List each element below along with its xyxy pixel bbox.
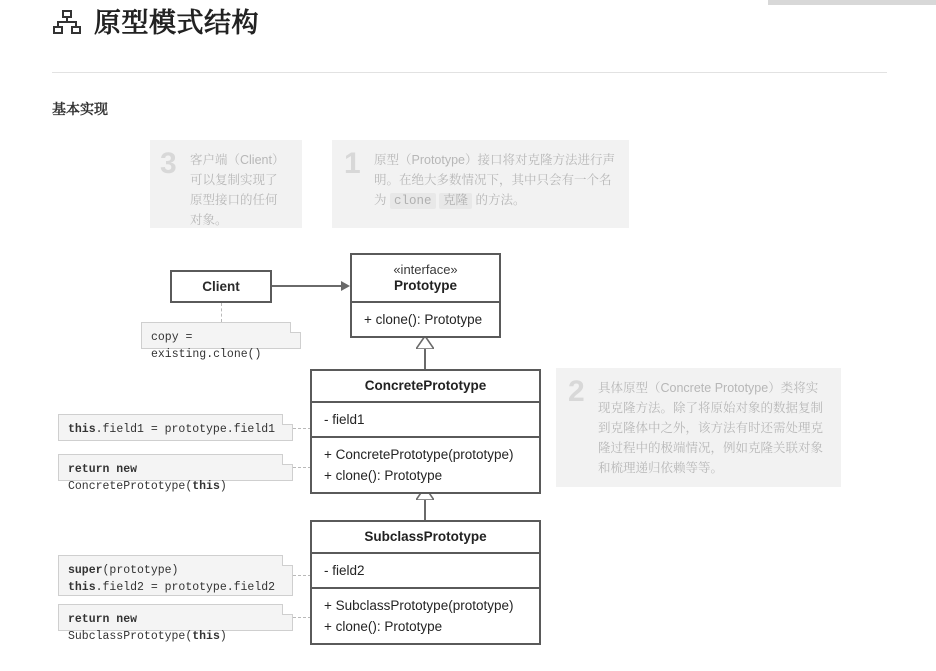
note-client-text: 客户端（Client）可以复制实现了原型接口的任何对象。 [190,153,285,227]
uml-prototype-method-0: + clone(): Prototype [364,312,483,327]
note-client-number: 3 [160,147,177,180]
uml-concrete-title [312,371,539,401]
connector-subclass-concrete [424,500,426,521]
code-note-super-line1 [68,562,283,579]
code-note-return1-keyword: return new [68,463,138,476]
uml-concrete-method-1: + clone(): Prototype [324,468,443,483]
sitemap-icon [52,8,82,38]
uml-concrete-methods [312,438,539,492]
code-note-return-concrete [58,454,293,493]
code-note-field1 [58,414,293,441]
dashed-field1-link [293,428,311,429]
note-prototype [332,140,629,228]
uml-subclass-methods [312,589,539,643]
connector-concrete-prototype [424,349,426,370]
top-stub-bar [768,0,936,5]
fold-corner-icon [290,322,301,333]
note-concrete-text: 具体原型（Concrete Prototype）类将实现克隆方法。除了将原始对象的数据复制到克隆体中之外，该方法有时还需处理克隆过程中的极端情况，例如克隆关联对象和梳理递归依赖等等。 [598,381,824,475]
code-note-super-line2 [68,579,283,596]
code-note-super-keyword: super [68,564,103,577]
uml-prototype-methods [352,303,499,336]
uml-subclass-title [312,522,539,552]
dashed-return2-link [293,617,311,618]
code-note-return2-mid: SubclassPrototype( [68,630,193,643]
uml-class-concrete-prototype [310,369,541,494]
code-note-this-rest: .field2 = prototype.field2 [95,581,276,594]
header-divider [52,72,887,73]
code-note-return2-keyword: return new [68,613,138,626]
uml-prototype-title [352,255,499,301]
code-note-field1-keyword: this [68,423,96,436]
uml-prototype-stereotype: «interface» [393,262,458,277]
code-note-return-subclass [58,604,293,643]
note-prototype-text-after: 的方法。 [472,193,526,207]
uml-class-client [170,270,272,303]
uml-prototype-name: Prototype [393,278,457,293]
note-prototype-code-clone-cn: 克隆 [439,193,472,209]
arrow-head-client-prototype [341,281,350,291]
note-concrete-number: 2 [568,375,585,408]
uml-concrete-field-0: - field1 [324,412,365,427]
uml-concrete-fields [312,403,539,436]
fold-corner-icon [282,414,293,425]
uml-class-prototype [350,253,501,338]
code-note-super-rest: (prototype) [102,564,179,577]
connector-client-prototype [272,285,342,287]
code-note-this-keyword: this [68,581,96,594]
uml-subclass-name: SubclassPrototype [364,529,487,544]
code-note-copy-text: copy = existing.clone() [151,331,262,361]
uml-concrete-method-0: + ConcretePrototype(prototype) [324,447,514,462]
uml-class-subclass-prototype [310,520,541,645]
page-title: 原型模式结构 [94,8,259,38]
fold-corner-icon [282,555,293,566]
dashed-super-link [293,575,311,576]
uml-subclass-fields [312,554,539,587]
code-note-field1-rest: .field1 = prototype.field1 [95,423,276,436]
uml-subclass-method-0: + SubclassPrototype(prototype) [324,598,514,613]
dashed-client-note [221,303,222,322]
uml-concrete-name: ConcretePrototype [364,378,487,393]
code-note-return2-end: ) [219,630,227,643]
fold-corner-icon [282,454,293,465]
uml-subclass-field-0: - field2 [324,563,365,578]
code-note-return1-end: ) [219,480,227,493]
note-prototype-code-clone: clone [390,193,436,209]
note-prototype-number: 1 [344,147,361,180]
fold-corner-icon [282,604,293,615]
code-note-copy [141,322,301,361]
dashed-return1-link [293,467,311,468]
page-header [52,8,259,38]
code-note-return1-mid: ConcretePrototype( [68,480,193,493]
code-note-return1-this: this [192,480,220,493]
note-concrete-prototype [556,368,841,487]
uml-client-name: Client [202,279,240,294]
code-note-super [58,555,293,596]
section-subtitle: 基本实现 [52,101,108,117]
note-prototype-text [374,150,615,211]
note-client [150,140,302,228]
uml-subclass-method-1: + clone(): Prototype [324,619,443,634]
note-prototype-text-before: 原型（Prototype）接口将对克隆方法进行声明。在绝大多数情况下，其中只会有一个名为 [374,153,616,207]
code-note-return2-this: this [192,630,220,643]
